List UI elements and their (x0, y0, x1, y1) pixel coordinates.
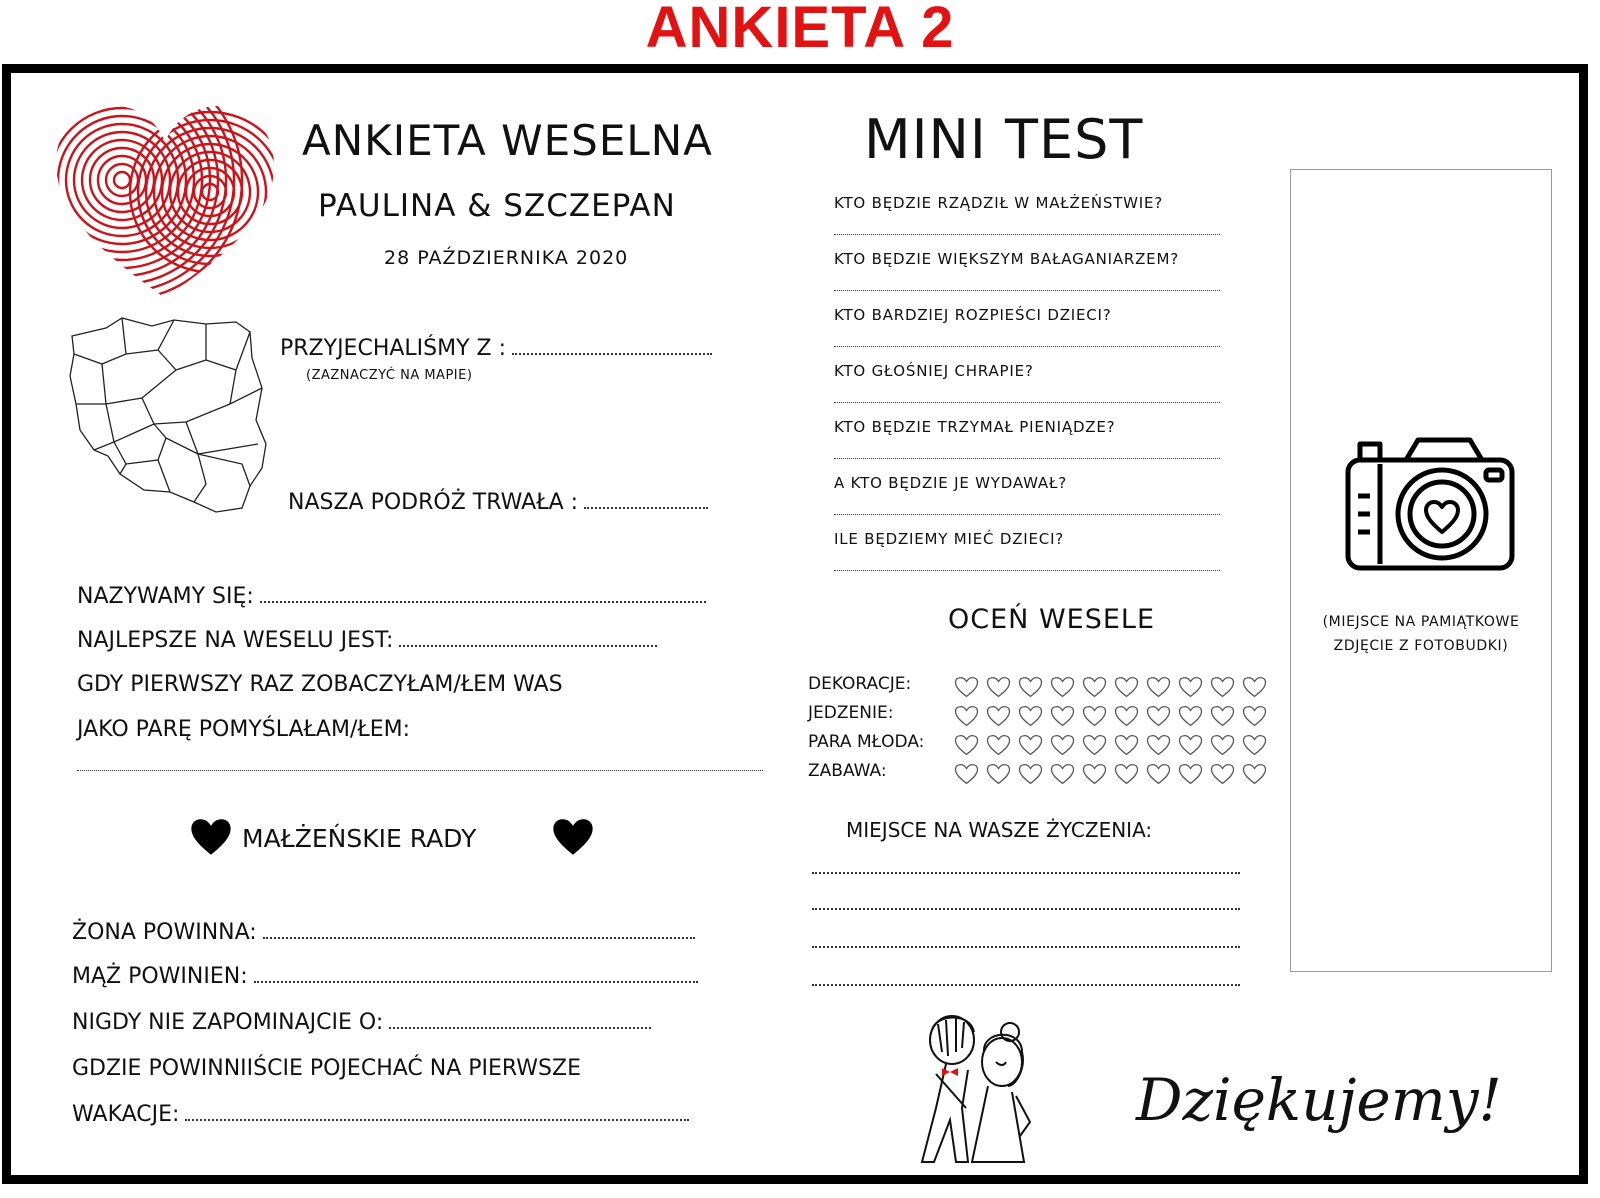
answer-line-4[interactable] (834, 402, 1220, 403)
rating-heart-icon[interactable] (985, 705, 1012, 727)
answer-line-3[interactable] (834, 346, 1220, 347)
wishes-line-1[interactable] (812, 872, 1240, 874)
wishes-line-4[interactable] (812, 984, 1240, 986)
rating-heart-icon[interactable] (1049, 763, 1076, 785)
rating-heart-icon[interactable] (1049, 705, 1076, 727)
rating-heart-icon[interactable] (1049, 676, 1076, 698)
origin-field[interactable] (280, 336, 712, 361)
wishes-line-2[interactable] (812, 908, 1240, 910)
rating-heart-icon[interactable] (1113, 734, 1140, 756)
wife-field[interactable] (72, 920, 695, 945)
mini-test-title: MINI TEST (864, 108, 1144, 171)
question-3: KTO BARDZIEJ ROZPIEŚCI DZIECI? (834, 306, 1112, 324)
rating-heart-icon[interactable] (1177, 763, 1204, 785)
rating-heart-icon[interactable] (1113, 763, 1140, 785)
photo-caption-line2: ZDJĘCIE Z FOTOBUDKI) (1333, 638, 1509, 654)
rating-heart-icon[interactable] (985, 763, 1012, 785)
wishes-line-3[interactable] (812, 946, 1240, 948)
map-hint: (ZAZNACZYĆ NA MAPIE) (306, 368, 473, 383)
rating-heart-icon[interactable] (1017, 734, 1044, 756)
wedding-date: 28 PAŹDZIERNIKA 2020 (384, 247, 629, 269)
page-banner: ANKIETA 2 (645, 0, 955, 60)
trip-line1: GDZIE POWINNIIŚCIE POJECHAĆ NA PIERWSZE (72, 1056, 581, 1081)
rating-heart-icon[interactable] (1145, 705, 1172, 727)
question-6: A KTO BĘDZIE JE WYDAWAŁ? (834, 474, 1067, 492)
poland-map-icon (66, 314, 274, 522)
first-impression-line2: JAKO PARĘ POMYŚLAŁAM/ŁEM: (77, 717, 411, 742)
first-impression-answer-line[interactable] (77, 770, 763, 771)
rating-heart-icon[interactable] (1209, 734, 1236, 756)
answer-line-6[interactable] (834, 514, 1220, 515)
journey-label: NASZA PODRÓŻ TRWAŁA : (288, 490, 579, 515)
survey-title: ANKIETA WESELNA (302, 116, 713, 165)
rating-heart-icon[interactable] (953, 734, 980, 756)
rating-heart-icon[interactable] (1209, 763, 1236, 785)
best-label: NAJLEPSZE NA WESELU JEST: (77, 628, 394, 653)
question-4: KTO GŁOŚNIEJ CHRAPIE? (834, 362, 1034, 380)
rating-row (808, 703, 893, 723)
heart-scale (953, 734, 1268, 756)
rating-heart-icon[interactable] (1081, 705, 1108, 727)
thank-you-message: Dziękujemy! (1136, 1066, 1502, 1134)
rating-label: PARA MŁODA: (808, 732, 925, 752)
heart-scale (953, 705, 1268, 727)
rating-heart-icon[interactable] (1145, 676, 1172, 698)
photo-caption-line1: (MIEJSCE NA PAMIĄTKOWE (1322, 614, 1520, 630)
question-7: ILE BĘDZIEMY MIEĆ DZIECI? (834, 530, 1065, 548)
rating-heart-icon[interactable] (1145, 734, 1172, 756)
rating-label: JEDZENIE: (808, 703, 894, 723)
rating-heart-icon[interactable] (1241, 676, 1268, 698)
best-answer-line[interactable] (399, 645, 657, 647)
heart-icon (190, 818, 232, 856)
answer-line-1[interactable] (834, 234, 1220, 235)
heart-scale (953, 676, 1268, 698)
husband-answer-line[interactable] (254, 981, 698, 983)
name-label: NAZYWAMY SIĘ: (77, 584, 254, 609)
journey-answer-line[interactable] (584, 507, 708, 509)
rating-heart-icon[interactable] (1145, 763, 1172, 785)
name-answer-line[interactable] (260, 601, 706, 603)
rating-heart-icon[interactable] (953, 763, 980, 785)
trip-answer-line[interactable] (185, 1119, 689, 1121)
rating-heading: OCEŃ WESELE (948, 604, 1156, 635)
camera-icon (1342, 436, 1518, 574)
rating-heart-icon[interactable] (1081, 763, 1108, 785)
couple-names: PAULINA & SZCZEPAN (318, 188, 676, 224)
rating-heart-icon[interactable] (1017, 763, 1044, 785)
rating-heart-icon[interactable] (1081, 676, 1108, 698)
origin-answer-line[interactable] (512, 353, 712, 355)
wife-answer-line[interactable] (263, 937, 695, 939)
rating-heart-icon[interactable] (1113, 676, 1140, 698)
rating-heart-icon[interactable] (1209, 676, 1236, 698)
rating-row (808, 674, 911, 694)
journey-field[interactable] (288, 490, 708, 515)
rating-heart-icon[interactable] (1177, 734, 1204, 756)
rating-heart-icon[interactable] (1177, 676, 1204, 698)
rating-heart-icon[interactable] (1241, 705, 1268, 727)
first-impression-line1: GDY PIERWSZY RAZ ZOBACZYŁAM/ŁEM WAS (77, 672, 563, 697)
husband-label: MĄŻ POWINIEN: (72, 964, 248, 989)
rating-grid (808, 674, 1278, 790)
rating-heart-icon[interactable] (953, 676, 980, 698)
rating-heart-icon[interactable] (1017, 676, 1044, 698)
rating-heart-icon[interactable] (953, 705, 980, 727)
wife-label: ŻONA POWINNA: (72, 920, 257, 945)
fingerprint-heart-icon (52, 100, 278, 300)
rating-heart-icon[interactable] (985, 676, 1012, 698)
never-forget-label: NIGDY NIE ZAPOMINAJCIE O: (72, 1010, 384, 1035)
never-forget-answer-line[interactable] (389, 1027, 651, 1029)
rating-heart-icon[interactable] (985, 734, 1012, 756)
rating-heart-icon[interactable] (1113, 705, 1140, 727)
advice-heading (190, 816, 600, 856)
heart-scale (953, 763, 1268, 785)
answer-line-2[interactable] (834, 290, 1220, 291)
heart-icon (552, 818, 594, 856)
husband-field[interactable] (72, 964, 698, 989)
rating-label: DEKORACJE: (808, 674, 912, 694)
name-field[interactable] (77, 584, 706, 609)
trip-field[interactable] (72, 1102, 689, 1127)
rating-heart-icon[interactable] (1081, 734, 1108, 756)
wishes-label: MIEJSCE NA WASZE ŻYCZENIA: (846, 818, 1153, 842)
rating-heart-icon[interactable] (1241, 734, 1268, 756)
rating-heart-icon[interactable] (1209, 705, 1236, 727)
answer-line-7[interactable] (834, 570, 1220, 571)
best-field[interactable] (77, 628, 657, 653)
trip-label: WAKACJE: (72, 1102, 180, 1127)
never-forget-field[interactable] (72, 1010, 651, 1035)
rating-label: ZABAWA: (808, 761, 887, 781)
question-5: KTO BĘDZIE TRZYMAŁ PIENIĄDZE? (834, 418, 1116, 436)
dancing-couple-icon (912, 1012, 1044, 1178)
photo-caption (1290, 610, 1552, 658)
rating-heart-icon[interactable] (1049, 734, 1076, 756)
rating-row (808, 732, 924, 752)
rating-heart-icon[interactable] (1017, 705, 1044, 727)
rating-heart-icon[interactable] (1241, 763, 1268, 785)
origin-label: PRZYJECHALIŚMY Z : (280, 336, 507, 361)
question-1: KTO BĘDZIE RZĄDZIŁ W MAŁŻEŃSTWIE? (834, 194, 1164, 212)
rating-heart-icon[interactable] (1177, 705, 1204, 727)
rating-row (808, 761, 887, 781)
answer-line-5[interactable] (834, 458, 1220, 459)
advice-heading-label: MAŁŻEŃSKIE RADY (242, 824, 477, 853)
question-2: KTO BĘDZIE WIĘKSZYM BAŁAGANIARZEM? (834, 250, 1179, 268)
